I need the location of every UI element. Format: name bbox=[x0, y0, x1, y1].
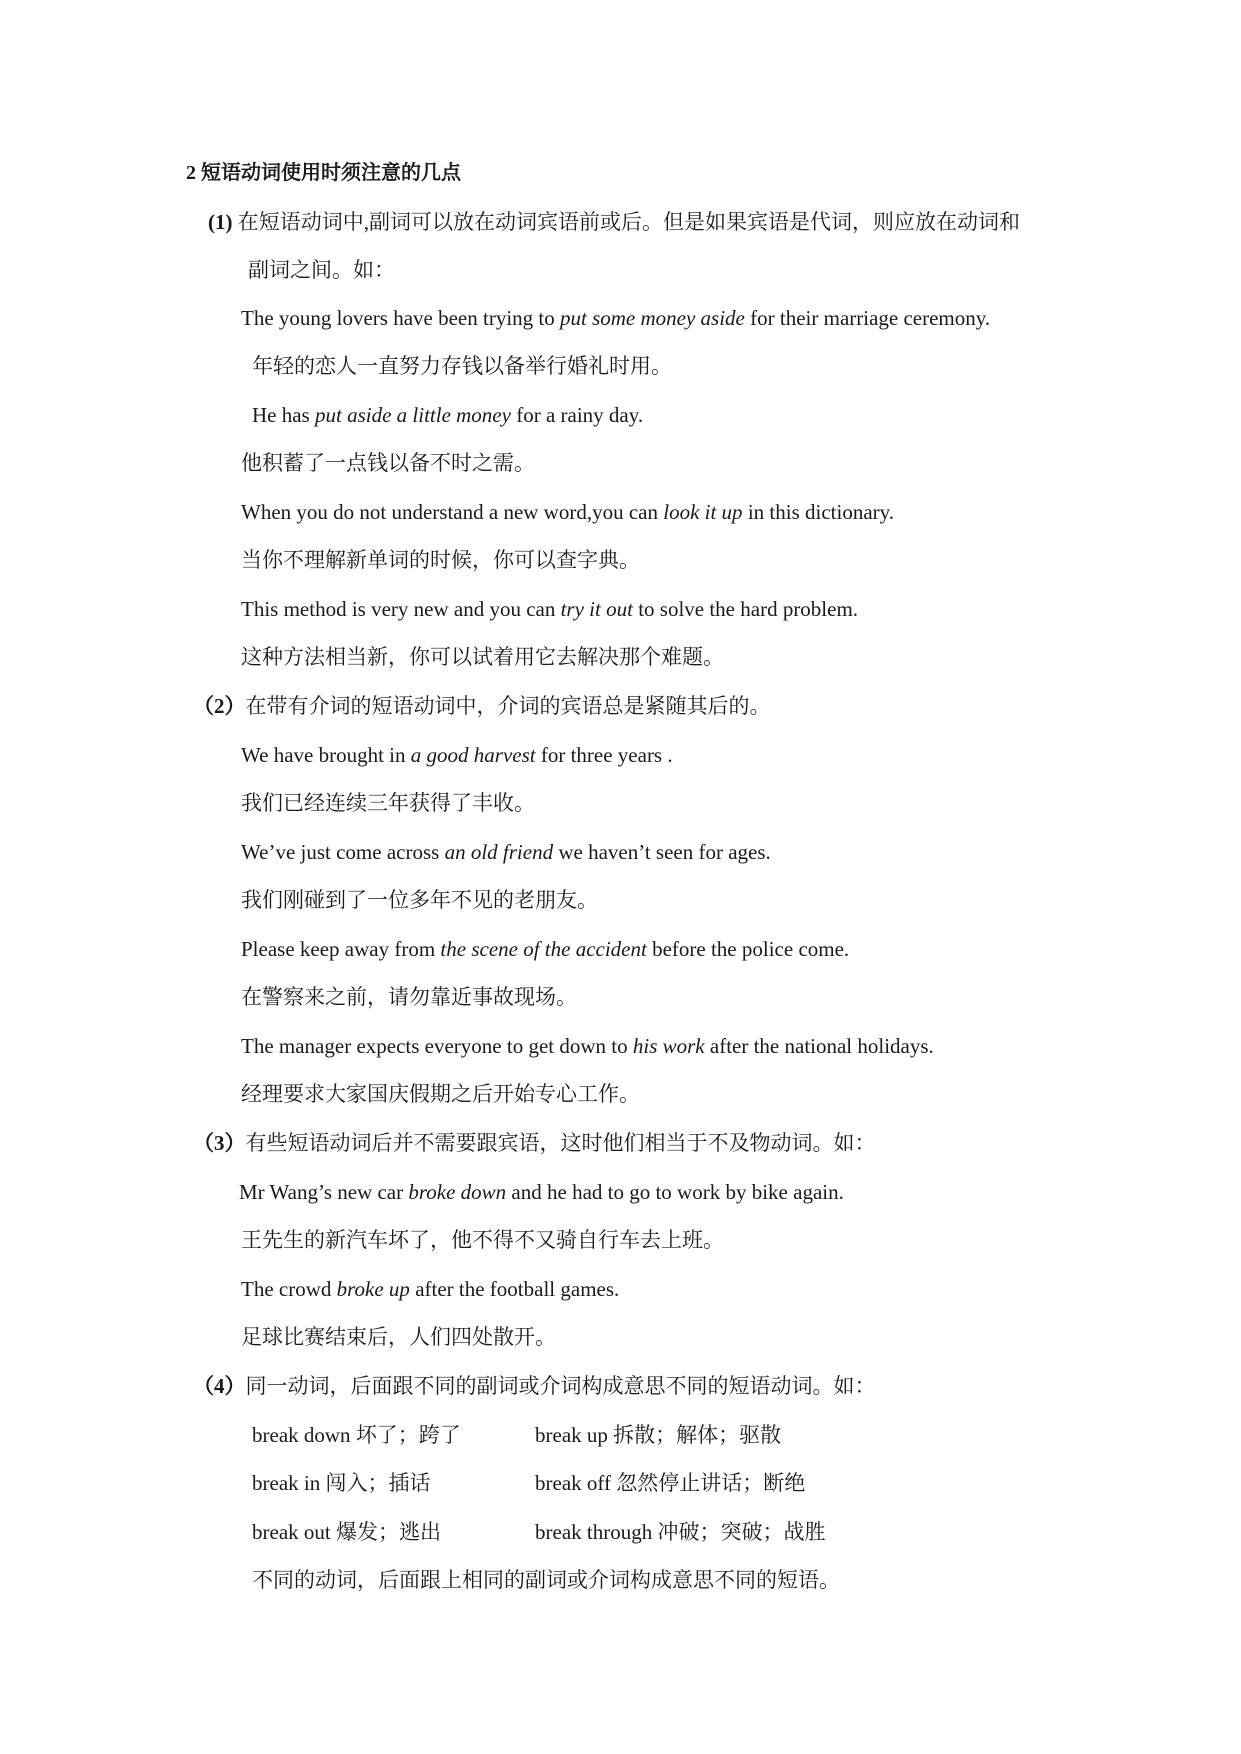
phrase-highlight: the scene of the accident bbox=[440, 937, 647, 961]
phrase-entry: break up 拆散；解体；驱散 bbox=[535, 1423, 782, 1447]
example-translation: 经理要求大家国庆假期之后开始专心工作。 bbox=[241, 1082, 640, 1106]
point-2-text: （2）在带有介词的短语动词中，介词的宾语总是紧随其后的。 bbox=[193, 694, 771, 718]
example-sentence: When you do not understand a new word,you can look it up in this dictionary. bbox=[241, 500, 895, 524]
phrase-entry: break out 爆发；逃出 bbox=[252, 1520, 441, 1544]
phrase-highlight: broke up bbox=[336, 1277, 410, 1301]
example-sentence: We’ve just come across an old friend we haven’t seen for ages. bbox=[241, 840, 771, 864]
point-1-text-line-1 bbox=[208, 210, 1020, 235]
example-sentence: The manager expects everyone to get down to his work after the national holidays. bbox=[241, 1034, 934, 1058]
point-3-text: （3）有些短语动词后并不需要跟宾语，这时他们相当于不及物动词。如： bbox=[193, 1131, 876, 1155]
example-translation: 足球比赛结束后，人们四处散开。 bbox=[241, 1325, 556, 1349]
example-translation: 当你不理解新单词的时候，你可以查字典。 bbox=[241, 548, 640, 572]
example-sentence: The crowd broke up after the football games. bbox=[241, 1277, 620, 1301]
phrase-entry: break in 闯入；插话 bbox=[252, 1471, 431, 1495]
example-sentence: We have brought in a good harvest for three years . bbox=[241, 743, 673, 767]
point-2-number: （2） bbox=[193, 694, 246, 718]
example-translation: 年轻的恋人一直努力存钱以备举行婚礼时用。 bbox=[252, 354, 672, 378]
example-sentence: Please keep away from the scene of the accident before the police come. bbox=[241, 937, 850, 961]
phrase-highlight: try it out bbox=[560, 597, 633, 621]
closing-note: 不同的动词，后面跟上相同的副词或介词构成意思不同的短语。 bbox=[252, 1568, 840, 1592]
point-1-text-a: 在短语动词中,副词可以放在动词宾语前或后。但是如果宾语是代词，则应放在动词和 bbox=[237, 210, 1020, 234]
example-sentence: The young lovers have been trying to put some money aside for their marriage ceremony. bbox=[241, 306, 991, 330]
example-translation: 这种方法相当新，你可以试着用它去解决那个难题。 bbox=[241, 645, 724, 669]
phrase-entry: break through 冲破；突破；战胜 bbox=[535, 1520, 826, 1544]
section-heading: 2 短语动词使用时须注意的几点 bbox=[186, 162, 461, 184]
point-1-number: (1) bbox=[208, 210, 233, 234]
example-translation: 我们已经连续三年获得了丰收。 bbox=[241, 791, 535, 815]
phrase-entry: break down 坏了；跨了 bbox=[252, 1423, 461, 1447]
phrase-highlight: put some money aside bbox=[560, 306, 745, 330]
example-translation: 在警察来之前，请勿靠近事故现场。 bbox=[241, 985, 577, 1009]
phrase-highlight: a good harvest bbox=[410, 743, 536, 767]
example-translation: 王先生的新汽车坏了，他不得不又骑自行车去上班。 bbox=[241, 1228, 724, 1252]
example-sentence: This method is very new and you can try it out to solve the hard problem. bbox=[241, 597, 859, 621]
phrase-highlight: his work bbox=[632, 1034, 705, 1058]
point-4-number: （4） bbox=[193, 1374, 246, 1398]
phrase-highlight: put aside a little money bbox=[314, 403, 511, 427]
phrase-entry: break off 忽然停止讲话；断绝 bbox=[535, 1471, 806, 1495]
example-sentence: Mr Wang’s new car broke down and he had to go to work by bike again. bbox=[239, 1180, 844, 1204]
phrase-highlight: broke down bbox=[408, 1180, 507, 1204]
example-sentence: He has put aside a little money for a rainy day. bbox=[252, 403, 644, 427]
example-translation: 他积蓄了一点钱以备不时之需。 bbox=[241, 451, 535, 475]
point-4-text: （4）同一动词，后面跟不同的副词或介词构成意思不同的短语动词。如： bbox=[193, 1374, 876, 1398]
phrase-highlight: an old friend bbox=[444, 840, 554, 864]
phrase-highlight: look it up bbox=[663, 500, 743, 524]
point-3-number: （3） bbox=[193, 1131, 246, 1155]
point-1-text-line-2: 副词之间。如： bbox=[248, 258, 395, 282]
example-translation: 我们刚碰到了一位多年不见的老朋友。 bbox=[241, 888, 598, 912]
